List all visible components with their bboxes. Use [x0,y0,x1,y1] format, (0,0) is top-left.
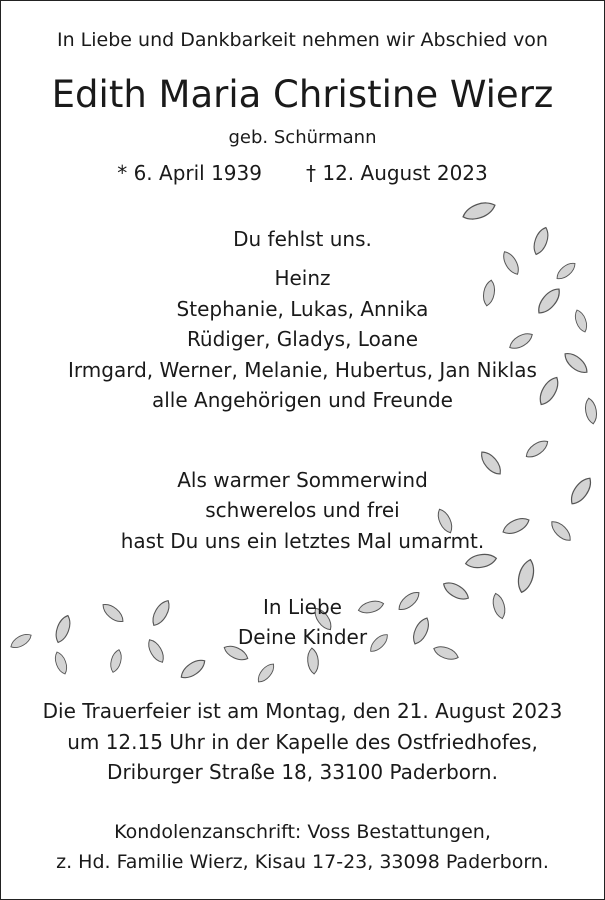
service-info-line: Driburger Straße 18, 33100 Paderborn. [107,760,498,784]
signature-line: Deine Kinder [237,625,368,649]
missing-message: Du fehlst uns. [233,227,372,251]
family-line: Irmgard, Werner, Melanie, Hubertus, Jan Niklas [68,358,537,382]
poem-line: hast Du uns ein letztes Mal umarmt. [120,529,485,553]
maiden-name: geb. Schürmann [228,127,377,148]
poem-line: schwerelos und frei [205,498,400,522]
family-line: Stephanie, Lukas, Annika [176,297,429,321]
condolence-address-line: z. Hd. Familie Wierz, Kisau 17-23, 33098 Paderborn. [56,851,549,873]
birth-date: * 6. April 1939 [117,161,262,185]
family-line: Rüdiger, Gladys, Loane [186,327,419,351]
intro-line: In Liebe und Dankbarkeit nehmen wir Abschied von [57,29,548,51]
family-line: alle Angehörigen und Freunde [151,388,453,412]
death-date: † 12. August 2023 [305,161,488,185]
condolence-address-line: Kondolenzanschrift: Voss Bestattungen, [114,821,491,843]
family-line: Heinz [274,266,331,290]
poem-line: Als warmer Sommerwind [177,468,428,492]
service-info-line: um 12.15 Uhr in der Kapelle des Ostfriedhofes, [67,730,538,754]
signature-line: In Liebe [263,595,342,619]
deceased-name: Edith Maria Christine Wierz [51,73,554,116]
service-info-line: Die Trauerfeier ist am Montag, den 21. August 2023 [42,699,563,723]
life-dates [1,161,604,185]
